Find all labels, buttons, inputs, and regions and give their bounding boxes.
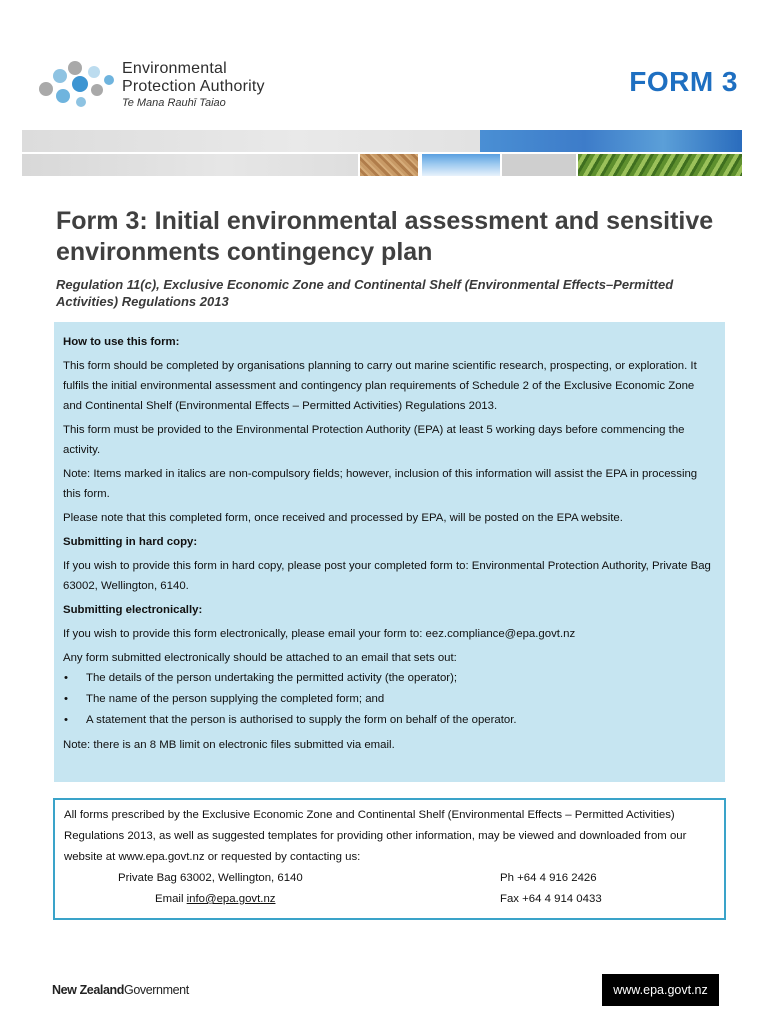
banner-strip-top bbox=[22, 130, 480, 152]
banner-photo-fern bbox=[578, 154, 742, 176]
org-name bbox=[122, 61, 265, 109]
electronic-paragraph-2: Any form submitted electronically should be attached to an email that sets out: bbox=[63, 652, 457, 664]
banner-photo-sand bbox=[360, 154, 418, 176]
nz-government-rest: Government bbox=[124, 983, 189, 997]
nz-government-logo bbox=[52, 983, 189, 997]
email-requirements-list bbox=[63, 668, 715, 731]
hard-copy-heading: Submitting in hard copy: bbox=[63, 536, 198, 548]
file-size-note: Note: there is an 8 MB limit on electronic files submitted via email. bbox=[63, 739, 395, 751]
banner-photo-gray bbox=[502, 154, 576, 176]
regulation-subtitle: Regulation 11(c), Exclusive Economic Zone and Continental Shelf (Environmental Effects–Permitted Activities) Regulations 2013 bbox=[56, 277, 674, 309]
hard-copy-paragraph: If you wish to provide this form in hard copy, please post your completed form to: Environmental Protection Authority, Private Bag 63002, Wellington, 6140. bbox=[63, 560, 711, 592]
instructions-box bbox=[54, 322, 725, 782]
contact-row-1 bbox=[64, 868, 715, 889]
nz-government-bold: New Zealand bbox=[52, 983, 125, 997]
contact-intro: All forms prescribed by the Exclusive Economic Zone and Continental Shelf (Environmental Effects – Permitted Activities) Regulations 2013, as well as suggested templates for providing other information, may be viewed and downloaded from our website at www.epa.govt.nz or requested by contacting us: bbox=[64, 809, 687, 863]
email-label: Email bbox=[155, 893, 187, 905]
form-number-badge: FORM 3 bbox=[629, 66, 738, 97]
email-link[interactable]: info@epa.govt.nz bbox=[186, 893, 276, 905]
banner-photo-sky bbox=[480, 130, 742, 152]
website-link[interactable]: www.epa.govt.nz bbox=[602, 974, 719, 1006]
list-item: • The details of the person undertaking the permitted activity (the operator); bbox=[63, 668, 715, 689]
contact-box bbox=[53, 798, 726, 920]
phone-number: Ph +64 4 916 2426 bbox=[500, 872, 597, 884]
electronic-heading: Submitting electronically: bbox=[63, 604, 203, 616]
how-to-paragraph-2: This form must be provided to the Environmental Protection Authority (EPA) at least 5 working days before commencing the activity. bbox=[63, 424, 685, 456]
fax-number: Fax +64 4 914 0433 bbox=[500, 893, 602, 905]
electronic-paragraph-1: If you wish to provide this form electronically, please email your form to: eez.compliance@epa.govt.nz bbox=[63, 628, 576, 640]
list-item: • The name of the person supplying the completed form; and bbox=[63, 689, 715, 710]
postal-address: Private Bag 63002, Wellington, 6140 bbox=[118, 872, 303, 884]
contact-row-2 bbox=[64, 889, 715, 910]
page-title: Form 3: Initial environmental assessment and sensitive environments contingency plan bbox=[56, 207, 714, 266]
banner-photo-clouds bbox=[422, 154, 500, 176]
org-name-line1: Environmental bbox=[122, 60, 227, 77]
how-to-paragraph-1: This form should be completed by organisations planning to carry out marine scientific research, prospecting, or exploration. It fulfils the initial environmental assessment and contingency plan requirements of Schedule 2 of the Exclusive Economic Zone and Continental Shelf (Environmental Effects – Permitted Activities) Regulations 2013. bbox=[63, 360, 697, 412]
org-name-maori: Te Mana Rauhī Taiao bbox=[122, 97, 226, 109]
banner-strip-bottom bbox=[22, 154, 358, 176]
how-to-paragraph-3: Note: Items marked in italics are non-compulsory fields; however, inclusion of this information will assist the EPA in processing this form. bbox=[63, 468, 698, 500]
list-item: • A statement that the person is authorised to supply the form on behalf of the operator. bbox=[63, 710, 715, 731]
org-name-line2: Protection Authority bbox=[122, 78, 265, 95]
email-line bbox=[155, 889, 275, 910]
epa-logo-icon bbox=[36, 56, 116, 110]
how-to-heading: How to use this form: bbox=[63, 336, 180, 348]
how-to-paragraph-4: Please note that this completed form, once received and processed by EPA, will be posted on the EPA website. bbox=[63, 512, 623, 524]
